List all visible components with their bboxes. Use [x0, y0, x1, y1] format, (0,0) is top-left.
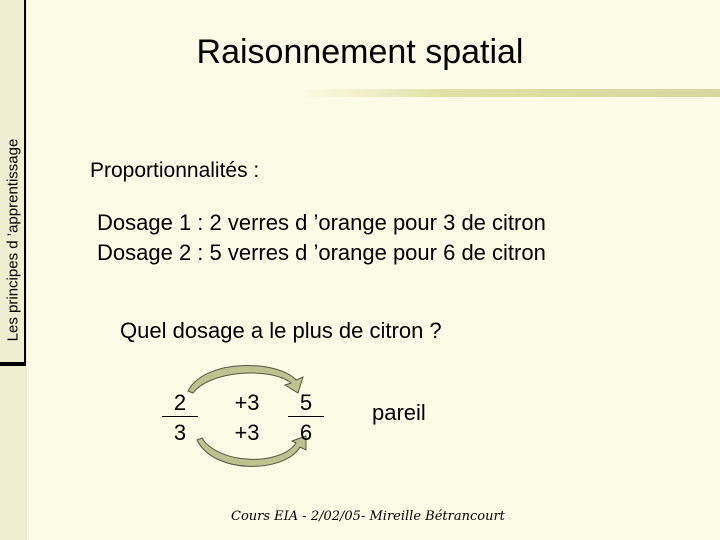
- dosage-1-line: Dosage 1 : 2 verres d ’orange pour 3 de citron: [97, 210, 546, 235]
- slide-title: Raisonnement spatial: [196, 33, 524, 71]
- fraction-left-bar: [162, 416, 198, 417]
- fraction-left-denominator: 3: [173, 420, 187, 445]
- operation-bottom: +3: [234, 420, 260, 445]
- fraction-left-numerator: 2: [173, 390, 187, 415]
- curved-arrow-top-icon: [188, 365, 303, 393]
- fraction-right-numerator: 5: [299, 390, 313, 415]
- question: Quel dosage a le plus de citron ?: [120, 318, 442, 343]
- answer: pareil: [372, 400, 426, 425]
- dosage-2-line: Dosage 2 : 5 verres d ’orange pour 6 de citron: [97, 240, 546, 265]
- fraction-right-denominator: 6: [299, 420, 313, 445]
- operation-top: +3: [234, 390, 260, 415]
- footer: Cours EIA - 2/02/05- Mireille Bétrancourt: [231, 509, 505, 524]
- subtitle: Proportionnalités :: [90, 159, 260, 182]
- fraction-right-bar: [288, 416, 324, 417]
- sidebar-title: Les principes d ’apprentissage: [4, 138, 22, 342]
